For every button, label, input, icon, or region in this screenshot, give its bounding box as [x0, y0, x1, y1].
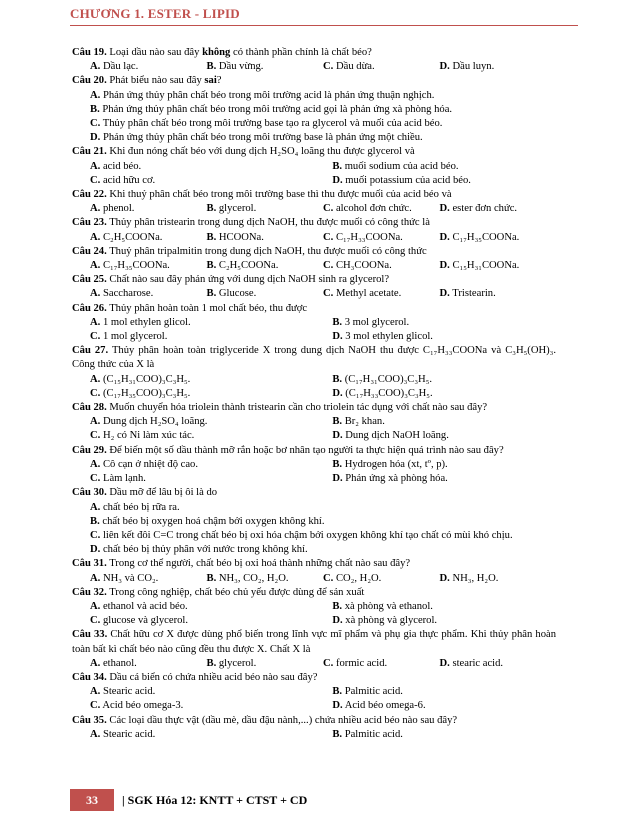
option-d: D. muối potassium của acid béo. [332, 174, 471, 186]
question-22 [72, 188, 556, 202]
option-a: A. Saccharose. [90, 288, 154, 300]
option-a: A. phenol. [90, 203, 135, 215]
question-stem: Để biến một số dầu thành mỡ rắn hoặc bơ nhân tạo người ta thực hiện quá trình nào sau đây? [106, 444, 504, 456]
option-a: A. ethanol và acid béo. [90, 600, 188, 612]
options-row [72, 330, 556, 344]
option-d: D. Dầu luyn. [439, 61, 495, 73]
question-number: Câu 19. [72, 47, 107, 58]
option-b: B. Phản ứng thủy phân chất béo trong môi trường acid gọi là phản ứng xà phòng hóa. [90, 103, 453, 115]
option-d: D. chất béo bị thủy phân với nước trong không khí. [90, 544, 308, 556]
question-number: Câu 35. [72, 714, 107, 726]
question-stem: Trong cơ thể người, chất béo bị oxi hoá thành những chất nào sau đây? [106, 558, 411, 570]
question-number: Câu 23. [72, 217, 107, 229]
option-b: B. C₂H₅COONa. [206, 260, 279, 272]
options-row [72, 373, 556, 387]
options-row [72, 174, 556, 188]
question-number: Câu 29. [72, 444, 107, 456]
option-c: C. Acid béo omega-3. [90, 700, 184, 712]
question-24 [72, 245, 556, 259]
question-number: Câu 25. [72, 274, 107, 286]
question-number: Câu 32. [72, 586, 107, 598]
question-stem: Thủy phân tristearin trong dung dịch NaOH, thu được muối có công thức là [106, 217, 430, 229]
option-b: B. Glucose. [206, 288, 257, 300]
chapter-title: CHƯƠNG 1. ESTER - LIPID [70, 6, 240, 21]
question-number: Câu 24. [72, 245, 107, 257]
question-stem: Dầu mỡ để lâu bị ôi là do [106, 487, 218, 499]
book-title: | SGK Hóa 12: KNTT + CTST + CD [122, 792, 308, 807]
question-35 [72, 714, 556, 728]
page-footer [70, 789, 580, 811]
question-33 [72, 628, 556, 656]
options-row [72, 728, 556, 742]
option-b: B. glycerol. [206, 203, 257, 215]
option-c: C. Làm lạnh. [90, 473, 146, 485]
question-32 [72, 586, 556, 600]
option-d: D. C₁₅H₃₁COONa. [439, 260, 520, 272]
options-row [72, 614, 556, 628]
question-30 [72, 486, 556, 500]
option-a: A. Stearic acid. [90, 728, 156, 740]
option-b: B. HCOONa. [206, 231, 264, 243]
question-stem: Khi thuỷ phân chất béo trong môi trường base thì thu được muối của acid béo và [106, 189, 452, 201]
options-row [72, 160, 556, 174]
question-stem-end: ? [216, 75, 222, 87]
question-29 [72, 444, 556, 458]
option-b: B. muối sodium của acid béo. [332, 160, 459, 172]
question-number: Câu 21. [72, 146, 107, 158]
question-21 [72, 145, 556, 159]
option-c: C. glucose và glycerol. [90, 615, 188, 627]
option-c: C. acid hữu cơ. [90, 174, 156, 186]
option-a: A. Dầu lạc. [90, 61, 139, 73]
question-stem: Thủy phân hoàn toàn triglyceride X trong dung dịch NaOH thu được C₁₇H₃₃COONa và C₃H₅(OH)₃. Công thức của X là [72, 345, 556, 371]
option-a: A. 1 mol ethylen glicol. [90, 316, 191, 328]
options-row [72, 572, 556, 586]
options-row [72, 231, 556, 245]
question-31 [72, 557, 556, 571]
options-row [72, 202, 556, 216]
question-stem: Thủy phân hoàn toàn 1 mol chất béo, thu được [106, 302, 308, 314]
option-b: B. Palmitic acid. [332, 728, 403, 740]
option-b: B. NH₃, CO₂, H₂O. [206, 572, 289, 584]
question-list [72, 46, 556, 742]
question-stem: Chất hữu cơ X được dùng phổ biến trong lĩnh vực mĩ phẩm và phụ gia thực phẩm. Khi thủy phân hoàn toàn bất kì chất béo nào cũng đều thu được X. Chất X là [72, 629, 556, 655]
option-d: D. Acid béo omega-6. [332, 700, 426, 712]
options-row [72, 60, 556, 74]
option-b: B. glycerol. [206, 657, 257, 669]
options-row [72, 458, 556, 472]
option-c: C. Methyl acetate. [323, 288, 402, 300]
option-d: D. Phản ứng xà phòng hóa. [332, 473, 448, 485]
option-c: C. CH₃COONa. [323, 260, 392, 272]
option-a: A. Dung dịch H₂SO₄ loãng. [90, 416, 208, 428]
question-number: Câu 22. [72, 189, 107, 201]
options-row [72, 316, 556, 330]
option-b: B. xà phòng và ethanol. [332, 600, 433, 612]
page-header [70, 6, 580, 26]
option-a: A. C₂H₅COONa. [90, 231, 163, 243]
option-d: D. ester đơn chức. [439, 203, 518, 215]
option-b: B. 3 mol glycerol. [332, 316, 410, 328]
option-b: B. Br₂ khan. [332, 416, 385, 428]
question-stem-end: có thành phần chính là chất béo? [230, 47, 372, 58]
option-a: A. acid béo. [90, 160, 142, 172]
question-number: Câu 20. [72, 75, 107, 87]
option-a: A. ethanol. [90, 657, 137, 669]
question-27 [72, 344, 556, 372]
option-a: A. chất béo bị rữa ra. [90, 501, 180, 513]
question-stem: Khi đun nóng chất béo với dung dịch H₂SO₄ loãng thu được glycerol và [106, 146, 415, 158]
option-c: C. H₂ có Ni làm xúc tác. [90, 430, 195, 442]
option-d: D. Dung dịch NaOH loãng. [332, 430, 449, 442]
option-a: A. C₁₇H₃₅COONa. [90, 260, 170, 272]
page-number: 33 [70, 789, 114, 811]
question-34 [72, 671, 556, 685]
option-a: A. (C₁₅H₃₁COO)₃C₃H₅. [90, 373, 191, 385]
options-row [72, 387, 556, 401]
question-number: Câu 31. [72, 558, 107, 570]
question-26 [72, 302, 556, 316]
option-b: B. Dầu vừng. [206, 61, 264, 73]
header-rule [70, 25, 578, 26]
options-row [72, 685, 556, 699]
option-d: D. 3 mol ethylen glicol. [332, 331, 433, 343]
question-19 [72, 46, 556, 60]
question-number: Câu 27. [72, 345, 109, 357]
options-row [72, 600, 556, 614]
option-c: C. 1 mol glycerol. [90, 331, 168, 343]
question-number: Câu 26. [72, 302, 107, 314]
question-stem: Loại dầu nào sau đây [106, 47, 203, 58]
option-d: D. xà phòng và glycerol. [332, 615, 438, 627]
option-c: C. C₁₇H₃₃COONa. [323, 231, 403, 243]
option-c: C. formic acid. [323, 657, 388, 669]
question-stem: Chất nào sau đây phản ứng với dung dịch NaOH sinh ra glycerol? [106, 274, 390, 286]
option-a: A. Stearic acid. [90, 686, 156, 698]
options-row [72, 287, 556, 301]
option-d: D. Tristearin. [439, 288, 496, 300]
option-a: A. Phản ứng thủy phân chất béo trong môi trường acid là phản ứng thuận nghịch. [90, 89, 435, 101]
option-c: C. alcohol đơn chức. [323, 203, 412, 215]
options-row [72, 699, 556, 713]
option-d: D. stearic acid. [439, 657, 504, 669]
option-b: B. chất béo bị oxygen hoá chậm bởi oxygen không khí. [90, 515, 325, 527]
question-stem: Phát biểu nào sau đây [106, 75, 205, 87]
question-number: Câu 30. [72, 487, 107, 499]
option-c: C. Thủy phân chất béo trong môi trường base tạo ra glycerol và muối của acid béo. [90, 118, 443, 130]
option-b: B. (C₁₇H₃₁COO)₃C₃H₅. [332, 373, 433, 385]
question-emphasis: sai [204, 75, 217, 87]
options-row [72, 657, 556, 671]
option-d: D. NH₃, H₂O. [439, 572, 499, 584]
question-28 [72, 401, 556, 415]
option-b: B. Hydrogen hóa (xt, tº, p). [332, 458, 448, 470]
question-stem: Các loại dầu thực vật (dầu mè, dầu đậu nành,...) chứa nhiều acid béo nào sau đây? [106, 714, 458, 726]
options-row [72, 259, 556, 273]
question-23 [72, 216, 556, 230]
option-d: D. (C₁₇H₃₃COO)₃C₃H₅. [332, 387, 433, 399]
option-c: C. (C₁₇H₃₅COO)₃C₃H₅. [90, 387, 191, 399]
question-emphasis: không [202, 47, 231, 58]
option-c: C. liên kết đôi C=C trong chất béo bị oxi hóa chậm bởi oxygen không khí tạo chất có mùi khó chịu. [90, 529, 513, 541]
options-row [72, 415, 556, 429]
option-c: C. Dầu dừa. [323, 61, 375, 73]
question-25 [72, 273, 556, 287]
options-row [72, 429, 556, 443]
question-20 [72, 74, 556, 88]
question-stem: Thuỷ phân tripalmitin trong dung dịch NaOH, thu được muối có công thức [106, 245, 427, 257]
option-d: D. C₁₇H₃₅COONa. [439, 231, 520, 243]
option-a: A. NH₃ và CO₂. [90, 572, 159, 584]
option-b: B. Palmitic acid. [332, 686, 403, 698]
question-stem: Trong công nghiệp, chất béo chủ yếu được dùng để sản xuất [106, 586, 365, 598]
option-c: C. CO₂, H₂O. [323, 572, 382, 584]
question-number: Câu 28. [72, 402, 107, 414]
question-number: Câu 33. [72, 629, 108, 641]
options-row [72, 472, 556, 486]
question-stem: Dầu cá biển có chứa nhiều acid béo nào sau đây? [106, 671, 318, 683]
option-d: D. Phản ứng thủy phân chất béo trong môi trường base là phản ứng một chiều. [90, 132, 423, 144]
question-stem: Muốn chuyển hóa triolein thành tristearin cần cho triolein tác dụng với chất nào sau đây? [106, 402, 488, 414]
question-number: Câu 34. [72, 671, 107, 683]
option-a: A. Cô cạn ở nhiệt độ cao. [90, 458, 199, 470]
